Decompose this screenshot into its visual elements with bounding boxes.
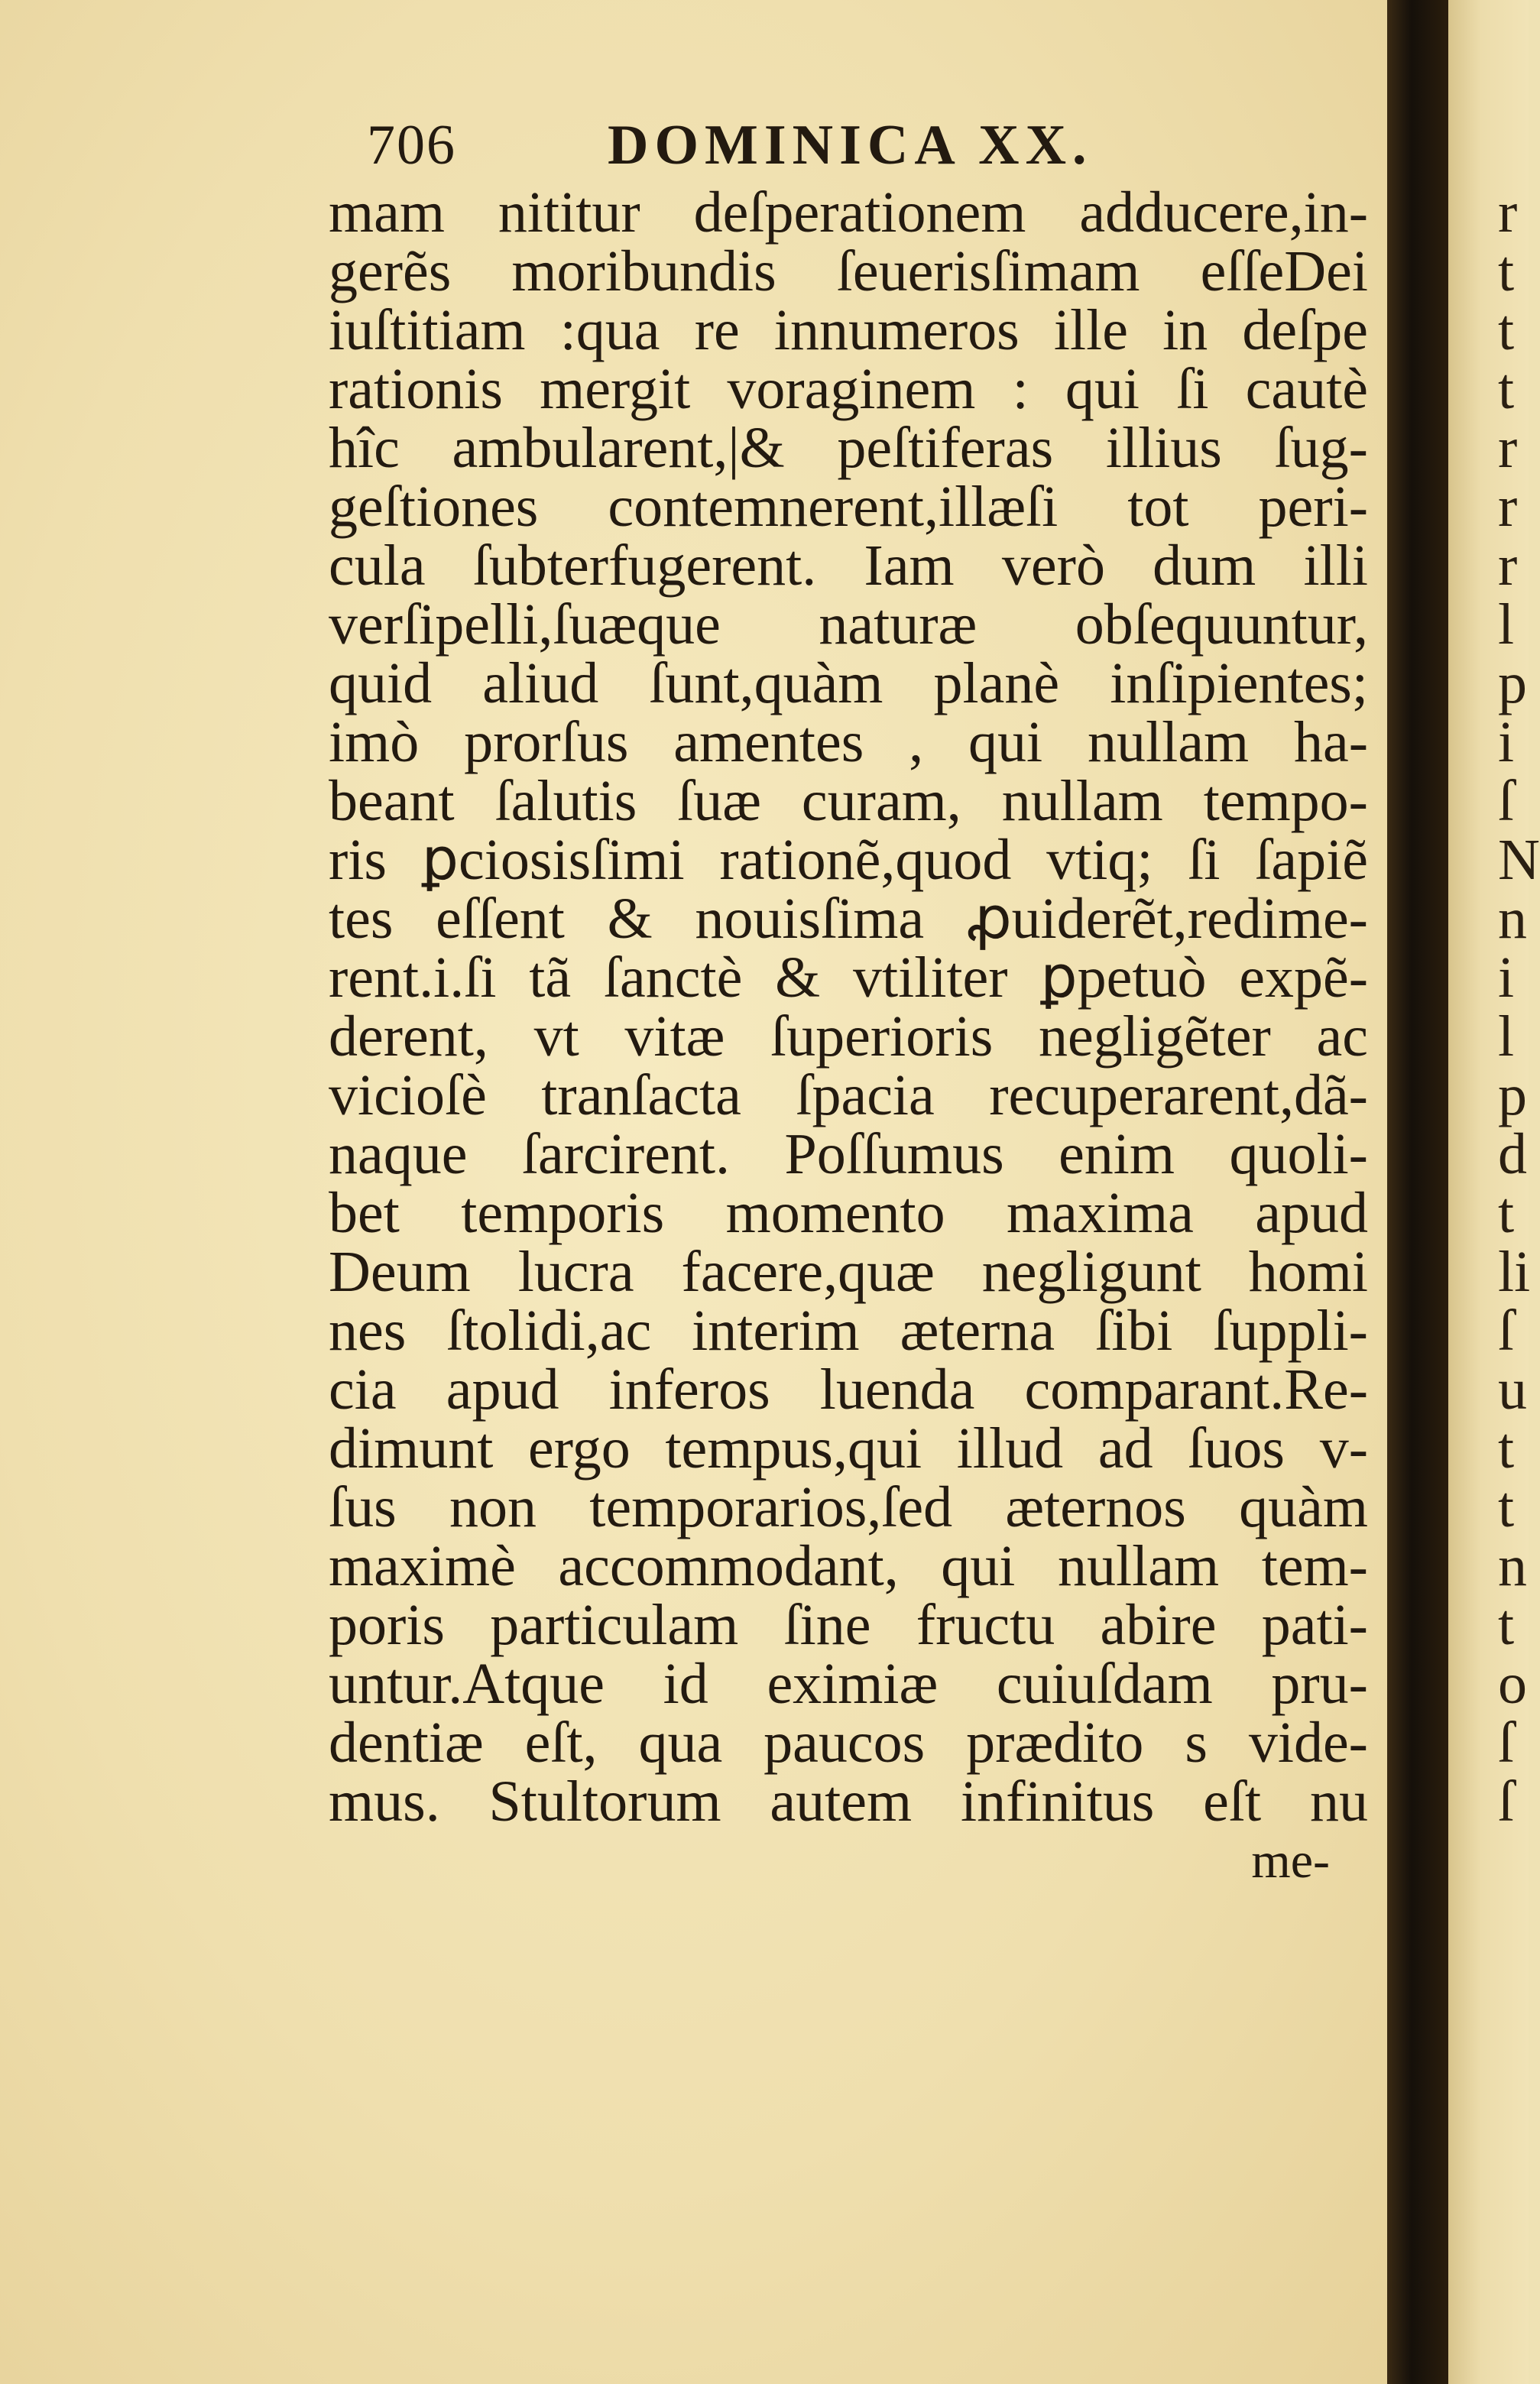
edge-letter: ſ (1498, 1769, 1515, 1834)
text-line: maximè accommodant, qui nullam tem- (329, 1534, 1368, 1598)
running-head (367, 113, 1208, 190)
book-gutter (1387, 0, 1448, 2384)
text-line: geſtiones contemnerent,illæſi tot peri- (329, 475, 1368, 539)
text-line: ris ꝑciosisſimi rationẽ,quod vtiq; ſi ſapiẽ (329, 828, 1368, 892)
edge-letter: p (1498, 1063, 1527, 1127)
edge-letter: p (1498, 651, 1527, 715)
text-line: cia apud inferos luenda comparant.Re- (329, 1357, 1368, 1422)
edge-letter: l (1498, 1004, 1515, 1069)
edge-letter: t (1498, 1416, 1515, 1481)
edge-letter: l (1498, 592, 1515, 657)
text-line: quid aliud ſunt,quàm planè inſipientes; (329, 651, 1368, 715)
edge-letter: N (1498, 828, 1540, 892)
body-text (329, 180, 1368, 1890)
text-line: rationis mergit voraginem : qui ſi cautè (329, 357, 1368, 421)
edge-letter: ſ (1498, 769, 1515, 833)
text-line: bet temporis momento maxima apud (329, 1181, 1368, 1245)
text-line: rent.i.ſi tã ſanctè & vtiliter ꝑpetuò expẽ- (329, 945, 1368, 1010)
text-line: mam nititur deſperationem adducere,in- (329, 180, 1368, 245)
edge-letter: i (1498, 710, 1515, 774)
facing-page-letters (1498, 180, 1540, 1834)
text-line: iuſtitiam :qua re innumeros ille in deſpe (329, 298, 1368, 362)
text-line: verſipelli,ſuæque naturæ obſequuntur, (329, 592, 1368, 657)
edge-letter: t (1498, 357, 1515, 421)
edge-letter: ſ (1498, 1711, 1515, 1775)
text-line: poris particulam ſine fructu abire pati- (329, 1593, 1368, 1657)
edge-letter: t (1498, 1181, 1515, 1245)
text-line: naque ſarcirent. Poſſumus enim quoli- (329, 1122, 1368, 1186)
text-line: dentiæ eſt, qua paucos prædito s vide- (329, 1711, 1368, 1775)
edge-letter: r (1498, 416, 1518, 480)
running-title: DOMINICA XX. (608, 114, 1093, 177)
text-line: dimunt ergo tempus,qui illud ad ſuos v- (329, 1416, 1368, 1481)
edge-letter: li (1498, 1240, 1531, 1304)
edge-letter: n (1498, 887, 1527, 951)
text-line: hîc ambularent,|& peſtiferas illius ſug- (329, 416, 1368, 480)
edge-letter: u (1498, 1357, 1527, 1422)
text-line: mus. Stultorum autem infinitus eſt nu (329, 1769, 1368, 1834)
edge-letter: i (1498, 945, 1515, 1010)
edge-letter: t (1498, 1593, 1515, 1657)
text-line: cula ſubterfugerent. Iam verò dum illi (329, 534, 1368, 598)
edge-letter: d (1498, 1122, 1527, 1186)
text-line: gerẽs moribundis ſeuerisſimam eſſeDei (329, 239, 1368, 303)
text-line: nes ſtolidi,ac interim æterna ſibi ſuppli- (329, 1299, 1368, 1363)
catchword: me- (1251, 1833, 1330, 1889)
text-line: Deum lucra facere,quæ negligunt homi (329, 1240, 1368, 1304)
edge-letter: ſ (1498, 1299, 1515, 1363)
edge-letter: o (1498, 1652, 1527, 1716)
text-line: tes eſſent & nouisſima ꝓuiderẽt,redime- (329, 887, 1368, 951)
text-line: vicioſè tranſacta ſpacia recuperarent,dã- (329, 1063, 1368, 1127)
text-line: ſus non temporarios,ſed æternos quàm (329, 1475, 1368, 1539)
text-line: derent, vt vitæ ſuperioris negligẽter ac (329, 1004, 1368, 1069)
text-line: imò prorſus amentes , qui nullam ha- (329, 710, 1368, 774)
edge-letter: r (1498, 180, 1518, 245)
text-line: untur.Atque id eximiæ cuiuſdam pru- (329, 1652, 1368, 1716)
edge-letter: r (1498, 534, 1518, 598)
edge-letter: t (1498, 239, 1515, 303)
text-line: beant ſalutis ſuæ curam, nullam tempo- (329, 769, 1368, 833)
edge-letter: n (1498, 1534, 1527, 1598)
edge-letter: t (1498, 298, 1515, 362)
page-number: 706 (367, 114, 456, 177)
edge-letter: t (1498, 1475, 1515, 1539)
edge-letter: r (1498, 475, 1518, 539)
